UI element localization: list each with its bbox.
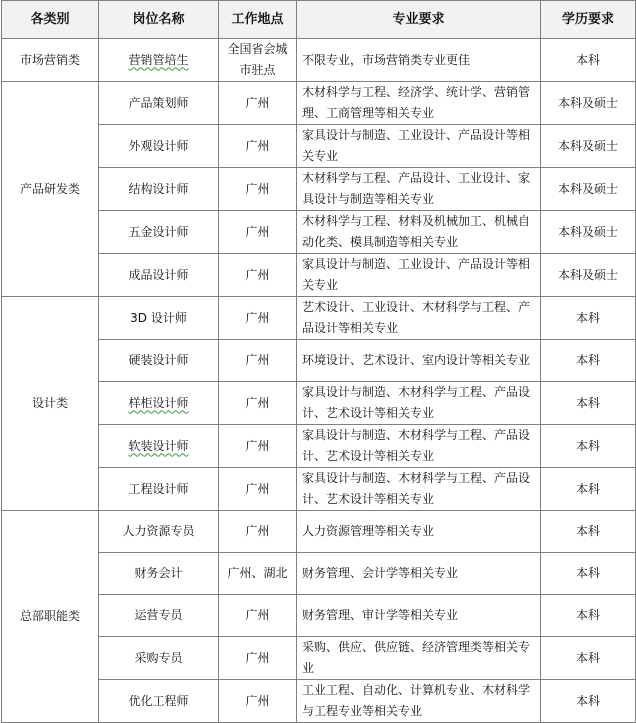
education-cell: 本科 [541, 382, 636, 425]
position-cell: 外观设计师 [99, 125, 219, 168]
education-cell: 本科及硕士 [541, 211, 636, 254]
education-cell: 本科 [541, 511, 636, 553]
education-cell: 本科 [541, 595, 636, 637]
position-cell: 采购专员 [99, 637, 219, 680]
major-cell: 家具设计与制造、木材科学与工程、产品设计、艺术设计等相关专业 [297, 425, 541, 468]
header-category: 各类别 [2, 1, 99, 39]
location-cell: 广州 [219, 340, 297, 382]
major-cell: 家具设计与制造、工业设计、产品设计等相关专业 [297, 125, 541, 168]
major-cell: 木材科学与工程、材料及机械加工、机械自动化类、模具制造等相关专业 [297, 211, 541, 254]
recruitment-table [1, 0, 636, 723]
header-major: 专业要求 [297, 1, 541, 39]
location-cell: 广州 [219, 382, 297, 425]
position-cell: 硬装设计师 [99, 340, 219, 382]
location-cell: 全国省会城市驻点 [219, 39, 297, 82]
location-cell: 广州 [219, 297, 297, 340]
education-cell: 本科及硕士 [541, 168, 636, 211]
education-cell: 本科 [541, 297, 636, 340]
education-cell: 本科 [541, 680, 636, 723]
major-cell: 不限专业，市场营销类专业更佳 [297, 39, 541, 82]
education-cell: 本科及硕士 [541, 254, 636, 297]
position-cell: 3D 设计师 [99, 297, 219, 340]
major-cell: 艺术设计、工业设计、木材科学与工程、产品设计等相关专业 [297, 297, 541, 340]
major-cell: 人力资源管理等相关专业 [297, 511, 541, 553]
major-cell: 木材科学与工程、产品设计、工业设计、家具设计与制造等相关专业 [297, 168, 541, 211]
position-cell [99, 39, 219, 82]
position-cell: 财务会计 [99, 553, 219, 595]
category-cell: 产品研发类 [2, 82, 99, 297]
position-name: 样柜设计师 [128, 395, 189, 410]
position-cell: 五金设计师 [99, 211, 219, 254]
major-cell: 财务管理、会计学等相关专业 [297, 553, 541, 595]
table-row [2, 82, 636, 125]
table-row [2, 297, 636, 340]
position-name: 营销管培生 [128, 52, 189, 67]
education-cell: 本科及硕士 [541, 82, 636, 125]
education-cell: 本科及硕士 [541, 125, 636, 168]
location-cell: 广州 [219, 168, 297, 211]
table-row [2, 511, 636, 553]
education-cell: 本科 [541, 468, 636, 511]
major-cell: 家具设计与制造、木材科学与工程、产品设计、艺术设计等相关专业 [297, 468, 541, 511]
category-cell: 总部职能类 [2, 511, 99, 723]
location-cell: 广州 [219, 82, 297, 125]
position-cell: 运营专员 [99, 595, 219, 637]
position-cell: 产品策划师 [99, 82, 219, 125]
position-cell: 优化工程师 [99, 680, 219, 723]
location-cell: 广州 [219, 680, 297, 723]
location-cell: 广州 [219, 468, 297, 511]
major-cell: 财务管理、审计学等相关专业 [297, 595, 541, 637]
position-cell: 人力资源专员 [99, 511, 219, 553]
major-cell: 环境设计、艺术设计、室内设计等相关专业 [297, 340, 541, 382]
major-cell: 家具设计与制造、木材科学与工程、产品设计、艺术设计等相关专业 [297, 382, 541, 425]
position-name: 软装设计师 [128, 438, 189, 453]
category-cell: 设计类 [2, 297, 99, 511]
major-cell: 工业工程、自动化、计算机专业、木材科学与工程专业等相关专业 [297, 680, 541, 723]
position-cell [99, 382, 219, 425]
education-cell: 本科 [541, 340, 636, 382]
category-cell: 市场营销类 [2, 39, 99, 82]
header-row [2, 1, 636, 39]
position-cell: 工程设计师 [99, 468, 219, 511]
location-cell: 广州 [219, 511, 297, 553]
education-cell: 本科 [541, 39, 636, 82]
header-location: 工作地点 [219, 1, 297, 39]
header-education: 学历要求 [541, 1, 636, 39]
location-cell: 广州、湖北 [219, 553, 297, 595]
position-cell: 结构设计师 [99, 168, 219, 211]
major-cell: 采购、供应、供应链、经济管理类等相关专业 [297, 637, 541, 680]
education-cell: 本科 [541, 425, 636, 468]
location-cell: 广州 [219, 125, 297, 168]
major-cell: 木材科学与工程、经济学、统计学、营销管理、工商管理等相关专业 [297, 82, 541, 125]
location-cell: 广州 [219, 425, 297, 468]
major-cell: 家具设计与制造、工业设计、产品设计等相关专业 [297, 254, 541, 297]
position-cell: 成品设计师 [99, 254, 219, 297]
location-cell: 广州 [219, 254, 297, 297]
location-cell: 广州 [219, 595, 297, 637]
location-cell: 广州 [219, 211, 297, 254]
education-cell: 本科 [541, 637, 636, 680]
location-cell: 广州 [219, 637, 297, 680]
table-row [2, 39, 636, 82]
header-position: 岗位名称 [99, 1, 219, 39]
position-cell [99, 425, 219, 468]
education-cell: 本科 [541, 553, 636, 595]
